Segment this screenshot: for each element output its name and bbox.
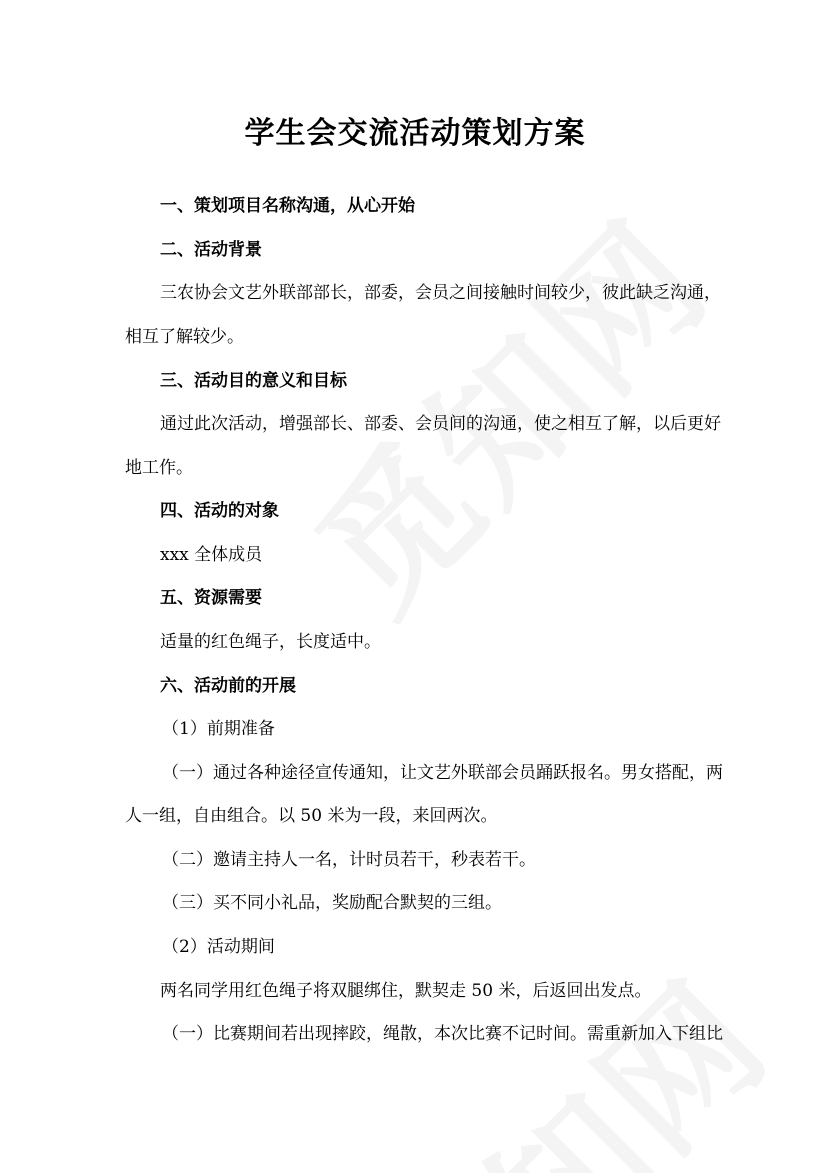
paragraph-line: 地工作。	[125, 458, 193, 478]
watermark	[322, 926, 806, 1173]
section-heading-6: 六、活动前的开展	[160, 676, 296, 696]
paragraph-line: 通过此次活动，增强部长、部委、会员间的沟通，使之相互了解，以后更好	[160, 414, 721, 434]
subsection-heading: （2）活动期间	[162, 937, 275, 957]
paragraph-line: 三农协会文艺外联部部长，部委，会员之间接触时间较少，彼此缺乏沟通，	[160, 283, 721, 303]
paragraph-line: xxx 全体成员	[160, 545, 263, 565]
list-item-line: 人一组，自由组合。以 50 米为一段，来回两次。	[125, 806, 498, 826]
paragraph-line: 相互了解较少。	[125, 327, 244, 347]
section-heading-1: 一、策划项目名称沟通，从心开始	[160, 196, 415, 216]
list-item: （二）邀请主持人一名，计时员若干，秒表若干。	[162, 850, 536, 870]
list-item-line: （一）比赛期间若出现摔跤，绳散，本次比赛不记时间。需重新加入下组比	[162, 1024, 723, 1044]
section-heading-3: 三、活动目的意义和目标	[160, 371, 347, 391]
list-item: （三）买不同小礼品，奖励配合默契的三组。	[162, 893, 502, 913]
subsection-heading: （1）前期准备	[162, 719, 275, 739]
section-heading-5: 五、资源需要	[160, 588, 262, 608]
document-title: 学生会交流活动策划方案	[244, 116, 586, 151]
paragraph-line: 适量的红色绳子，长度适中。	[160, 632, 381, 652]
list-item-line: （一）通过各种途径宣传通知，让文艺外联部会员踊跃报名。男女搭配，两	[162, 763, 723, 783]
section-heading-2: 二、活动背景	[160, 240, 262, 260]
section-heading-4: 四、活动的对象	[160, 501, 279, 521]
paragraph-line: 两名同学用红色绳子将双腿绑住，默契走 50 米，后返回出发点。	[160, 981, 652, 1001]
